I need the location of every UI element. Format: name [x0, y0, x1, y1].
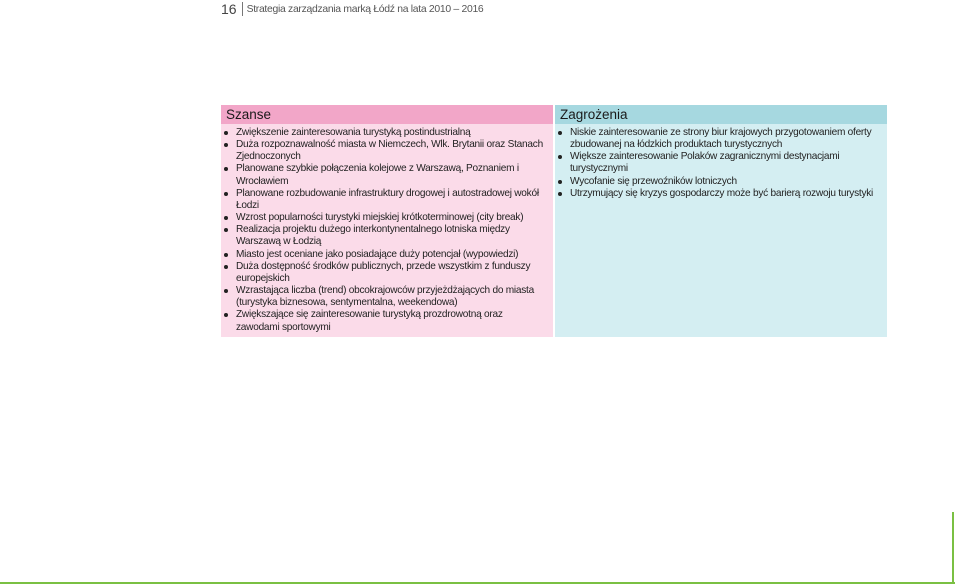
bullet-icon: [224, 228, 228, 232]
right-border-line: [952, 512, 954, 584]
list-item: [570, 176, 881, 188]
list-item: [236, 139, 547, 163]
threats-body: [555, 124, 887, 337]
list-item: [236, 309, 547, 333]
list-item: [236, 188, 547, 212]
list-item-text: Realizacja projektu dużego interkontynentalnego lotniska między Warszawą w Łodzią: [236, 224, 510, 248]
opportunities-list: [236, 127, 547, 334]
list-item: [570, 127, 881, 151]
list-item-text: Zwiększenie zainteresowania turystyką postindustrialną: [236, 127, 471, 138]
list-item: [236, 212, 547, 224]
list-item-text: Zwiększające się zainteresowanie turystyką prozdrowotną oraz zawodami sportowymi: [236, 309, 503, 333]
page-header: [221, 0, 483, 18]
bullet-icon: [558, 155, 562, 159]
bullet-icon: [558, 192, 562, 196]
list-item-text: Duża rozpoznawalność miasta w Niemczech, Wlk. Brytanii oraz Stanach Zjednoczonych: [236, 139, 543, 163]
list-item: [236, 224, 547, 248]
list-item-text: Duża dostępność środków publicznych, przede wszystkim z funduszy europejskich: [236, 260, 531, 284]
list-item-text: Większe zainteresowanie Polaków zagranicznymi destynacjami turystycznymi: [570, 151, 840, 175]
page-number: 16: [221, 1, 237, 17]
list-item-text: Wycofanie się przewoźników lotniczych: [570, 175, 737, 187]
bullet-icon: [224, 131, 228, 135]
opportunities-body: [221, 124, 553, 337]
bullet-icon: [224, 216, 228, 220]
running-title: Strategia zarządzania marką Łódź na lata 2010 – 2016: [246, 3, 484, 15]
bullet-icon: [224, 313, 228, 317]
bullet-icon: [224, 289, 228, 293]
list-item-text: Wzrost popularności turystyki miejskiej krótkoterminowej (city break): [236, 212, 524, 224]
bullet-icon: [224, 265, 228, 269]
header-separator: [242, 2, 243, 16]
list-item: [236, 261, 547, 285]
list-item: [570, 151, 881, 175]
swot-table: [221, 105, 887, 337]
bullet-icon: [558, 131, 562, 135]
list-item-text: Miasto jest oceniane jako posiadające duży potencjał (wypowiedzi): [236, 248, 519, 260]
list-item: [236, 285, 547, 309]
list-item-text: Planowane rozbudowanie infrastruktury drogowej i autostradowej wokół Łodzi: [236, 187, 539, 211]
list-item: [570, 188, 881, 200]
bullet-icon: [224, 253, 228, 257]
bullet-icon: [224, 143, 228, 147]
threats-title: Zagrożenia: [555, 105, 887, 124]
threats-column: [555, 105, 887, 337]
opportunities-column: [221, 105, 553, 337]
bullet-icon: [224, 192, 228, 196]
list-item: [236, 127, 547, 139]
threats-list: [570, 127, 881, 200]
list-item-text: Niskie zainteresowanie ze strony biur krajowych przygotowaniem oferty zbudowanej na łódzkich produktach turystycznych: [570, 127, 872, 151]
opportunities-title: Szanse: [221, 105, 553, 124]
list-item-text: Utrzymujący się kryzys gospodarczy może być barierą rozwoju turystyki: [570, 187, 874, 199]
bullet-icon: [558, 180, 562, 184]
list-item-text: Wzrastająca liczba (trend) obcokrajowców przyjeżdżających do miasta (turystyka biznesowa, sentymentalna, weekendowa): [236, 285, 534, 309]
list-item-text: Planowane szybkie połączenia kolejowe z Warszawą, Poznaniem i Wrocławiem: [236, 163, 519, 187]
list-item: [236, 249, 547, 261]
bottom-border-line: [0, 582, 955, 584]
list-item: [236, 163, 547, 187]
bullet-icon: [224, 167, 228, 171]
